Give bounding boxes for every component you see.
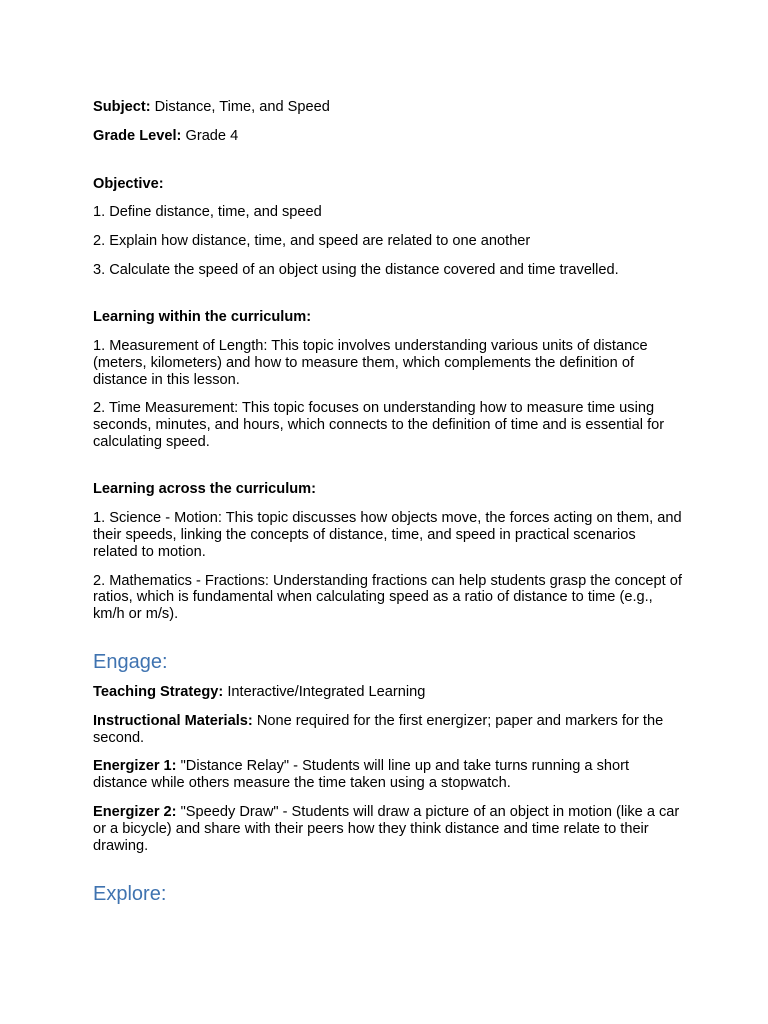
document-page	[93, 99, 683, 906]
energizer-1-line	[93, 758, 683, 792]
subject-line	[93, 99, 683, 116]
energizer-2-value: "Speedy Draw" - Students will draw a picture of an object in motion (like a car or a bicycle) and share with their peers how they think distance and time relate to their drawing.	[93, 803, 680, 854]
instructional-materials-label: Instructional Materials:	[93, 712, 253, 729]
across-item-1: 1. Science - Motion: This topic discusses how objects move, the forces acting on them, and their speeds, linking the concepts of distance, time, and speed in practical scenarios related to motion.	[93, 510, 682, 560]
grade-label: Grade Level:	[93, 127, 182, 144]
teaching-strategy-line	[93, 684, 683, 701]
grade-line	[93, 128, 683, 145]
objective-item-1: 1. Define distance, time, and speed	[93, 204, 322, 221]
across-item-2: 2. Mathematics - Fractions: Understanding fractions can help students grasp the concept of ratios, which is fundamental when calculating speed as a ratio of distance to time (e.g., km/h or m/s).	[93, 572, 682, 623]
subject-label: Subject:	[93, 99, 151, 115]
instructional-materials-line	[93, 713, 683, 747]
objective-item-2: 2. Explain how distance, time, and speed are related to one another	[93, 233, 531, 250]
explore-heading: Explore:	[93, 883, 167, 906]
across-curriculum-heading: Learning across the curriculum:	[93, 481, 317, 498]
energizer-2-label: Energizer 2:	[93, 803, 177, 820]
engage-heading: Engage:	[93, 650, 168, 673]
within-item-2: 2. Time Measurement: This topic focuses on understanding how to measure time using seconds, minutes, and hours, which connects to the definition of time and is essential for calculating speed.	[93, 400, 665, 451]
subject-value: Distance, Time, and Speed	[150, 99, 330, 115]
grade-value: Grade 4	[181, 127, 239, 144]
energizer-2-line	[93, 804, 683, 854]
energizer-1-value: "Distance Relay" - Students will line up and take turns running a short distance while others measure the time taken using a stopwatch.	[93, 758, 630, 792]
within-curriculum-heading: Learning within the curriculum:	[93, 309, 312, 326]
objective-heading: Objective:	[93, 175, 164, 192]
teaching-strategy-value: Interactive/Integrated Learning	[223, 683, 426, 700]
energizer-1-label: Energizer 1:	[93, 758, 177, 775]
objective-item-3: 3. Calculate the speed of an object using the distance covered and time travelled.	[93, 261, 619, 278]
within-item-1: 1. Measurement of Length: This topic involves understanding various units of distance (meters, kilometers) and how to measure them, which complements the definition of distance in this lesson.	[93, 338, 648, 388]
instructional-materials-value: None required for the first energizer; paper and markers for the second.	[93, 712, 664, 746]
teaching-strategy-label: Teaching Strategy:	[93, 683, 224, 700]
